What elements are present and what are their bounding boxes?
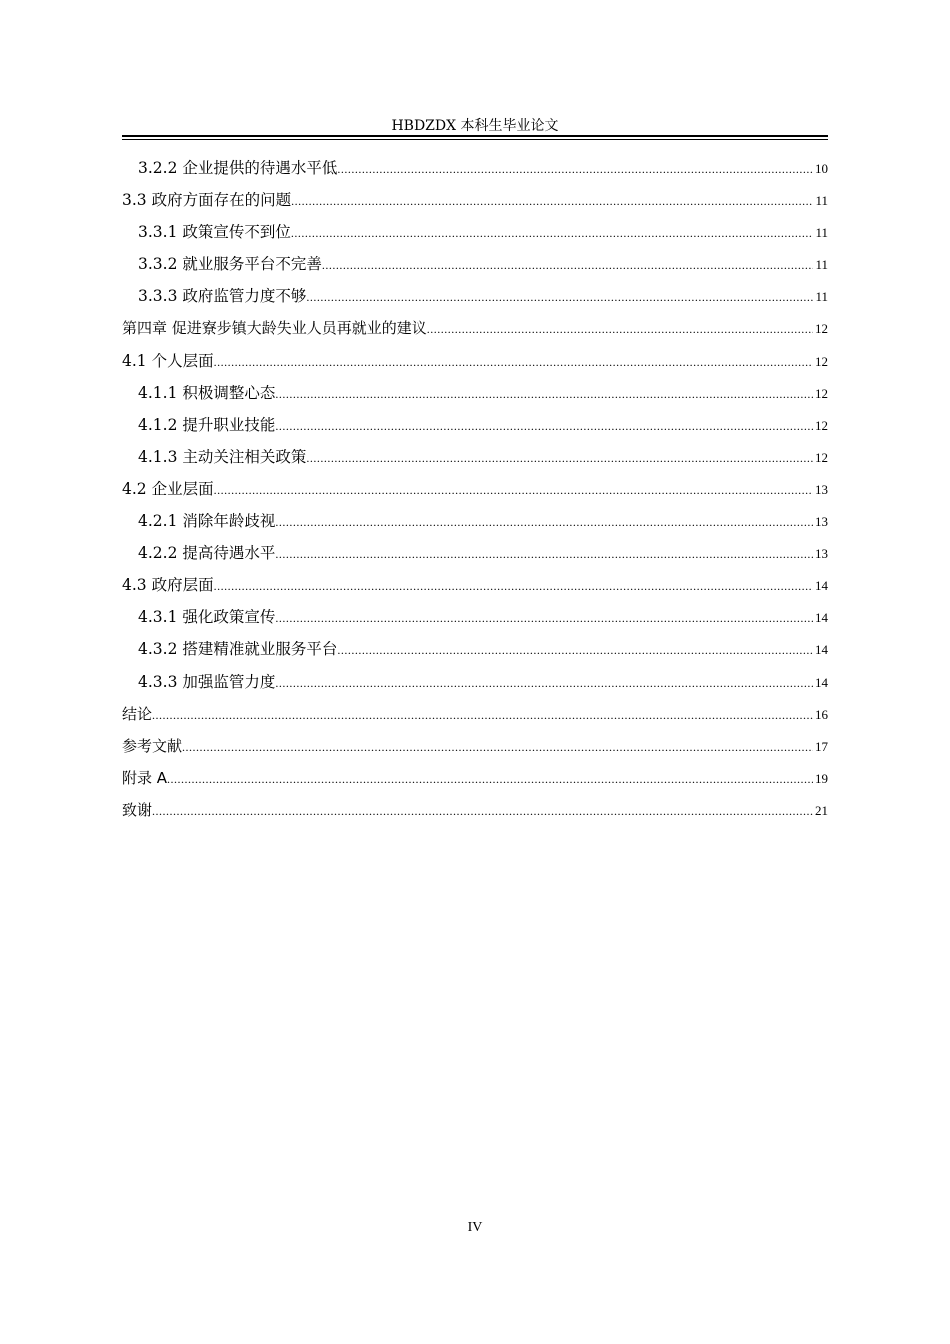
toc-entry[interactable] [122,377,828,409]
toc-entry-page: 14 [815,578,828,594]
toc-entry[interactable] [122,601,828,633]
toc-entry[interactable] [122,762,828,794]
toc-entry[interactable] [122,794,828,826]
toc-entry-page: 14 [815,610,828,626]
toc-dot-leader [306,442,813,474]
toc-entry-label: 致谢 [122,800,153,819]
toc-entry-label: 4.1.1 积极调整心态 [138,383,276,402]
toc-entry[interactable] [122,248,828,280]
running-header: HBDZDX 本科生毕业论文 [391,118,559,134]
toc-dot-leader [275,667,813,699]
toc-entry-page: 12 [815,449,828,465]
table-of-contents [122,152,828,826]
toc-entry-page: 13 [815,481,828,497]
toc-dot-leader [152,795,813,827]
toc-entry[interactable] [122,698,828,730]
toc-entry-label: 4.1.3 主动关注相关政策 [138,447,307,466]
toc-entry[interactable] [122,184,828,216]
toc-entry-page: 11 [815,193,828,209]
toc-dot-leader [214,570,813,602]
toc-entry[interactable] [122,505,828,537]
toc-entry-page: 13 [815,514,828,530]
toc-entry[interactable] [122,216,828,248]
toc-dot-leader [167,763,813,795]
toc-entry[interactable] [122,537,828,569]
toc-entry-page: 12 [815,353,828,369]
toc-entry[interactable] [122,441,828,473]
toc-entry-label: 附录 A [122,768,168,787]
toc-entry-page: 17 [815,738,828,754]
toc-entry-page: 12 [815,417,828,433]
page-number: IV [467,1220,483,1235]
toc-entry[interactable] [122,345,828,377]
toc-entry-page: 10 [815,161,828,176]
toc-entry-page: 14 [815,674,828,690]
toc-entry-page: 11 [815,289,828,305]
toc-entry[interactable] [122,409,828,441]
toc-dot-leader [291,185,813,217]
toc-entry-label: 4.3 政府层面 [122,576,214,595]
toc-entry-page: 19 [815,770,828,786]
toc-entry-label: 3.3.2 就业服务平台不完善 [138,255,322,274]
toc-entry-label: 4.2.1 消除年龄歧视 [138,512,276,531]
toc-dot-leader [275,410,813,442]
header-rule-thin [122,139,828,140]
toc-dot-leader [275,538,813,570]
toc-entry-label: 参考文献 [122,736,183,755]
toc-entry-page: 14 [815,642,828,658]
toc-entry-page: 16 [815,706,828,722]
toc-dot-leader [182,731,813,763]
toc-entry-page: 11 [815,257,828,273]
toc-dot-leader [337,153,813,185]
toc-entry-label: 第四章 促进寮步镇大龄失业人员再就业的建议 [122,319,427,338]
toc-entry-label: 4.3.3 加强监管力度 [138,672,276,691]
toc-dot-leader [214,346,813,378]
toc-entry-page: 13 [815,546,828,562]
toc-dot-leader [275,378,813,410]
toc-entry-label: 4.2.2 提高待遇水平 [138,544,276,563]
toc-entry[interactable] [122,312,828,344]
toc-entry-label: 3.3 政府方面存在的问题 [122,191,292,210]
toc-dot-leader [291,217,814,249]
toc-entry[interactable] [122,569,828,601]
toc-dot-leader [275,506,813,538]
toc-entry-label: 3.2.2 企业提供的待遇水平低 [138,159,338,177]
toc-entry[interactable] [122,730,828,762]
toc-entry-label: 结论 [122,704,153,723]
toc-dot-leader [306,281,813,313]
toc-entry-label: 4.1 个人层面 [122,351,214,370]
toc-entry-label: 3.3.3 政府监管力度不够 [138,287,307,306]
toc-dot-leader [322,249,814,281]
toc-entry-page: 12 [815,321,828,337]
toc-entry-label: 4.1.2 提升职业技能 [138,415,276,434]
toc-dot-leader [152,699,813,731]
toc-dot-leader [275,602,813,634]
toc-entry-label: 3.3.1 政策宣传不到位 [138,223,291,242]
toc-entry-page: 21 [815,802,828,818]
toc-entry[interactable] [122,152,828,184]
header-rule-thick [122,135,828,137]
toc-entry[interactable] [122,280,828,312]
toc-entry-label: 4.2 企业层面 [122,479,214,498]
toc-entry-label: 4.3.1 强化政策宣传 [138,608,276,627]
toc-entry[interactable] [122,633,828,665]
toc-entry[interactable] [122,666,828,698]
toc-entry[interactable] [122,473,828,505]
toc-entry-page: 11 [815,225,828,241]
toc-entry-label: 4.3.2 搭建精准就业服务平台 [138,640,338,659]
toc-dot-leader [214,474,813,506]
toc-entry-page: 12 [815,385,828,401]
toc-dot-leader [427,313,813,345]
toc-dot-leader [337,634,813,666]
